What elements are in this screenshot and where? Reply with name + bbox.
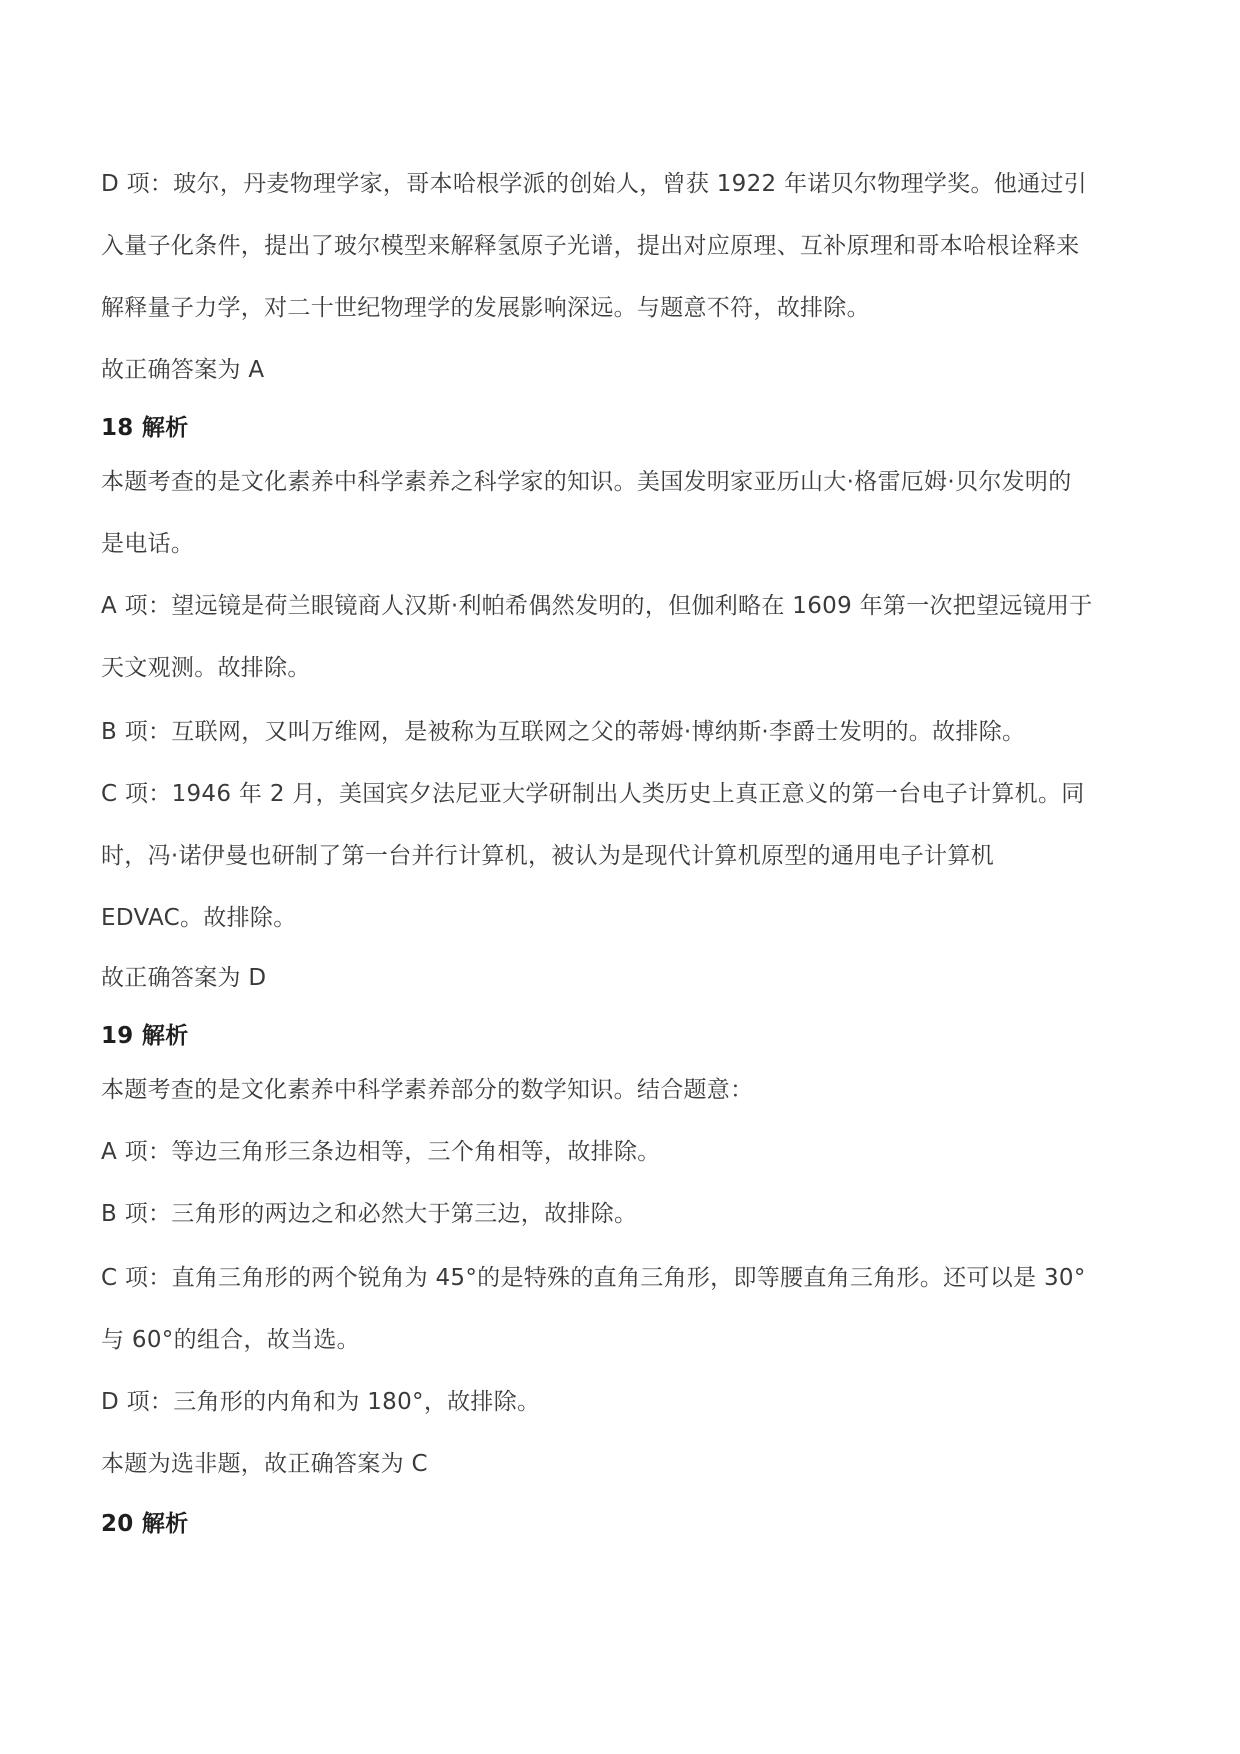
- text-line-19-a: A 项：等边三角形三条边相等，三个角相等，故排除。: [101, 1139, 661, 1165]
- text-line-18-intro-1: 本题考查的是文化素养中科学素养之科学家的知识。美国发明家亚历山大·格雷厄姆·贝尔发明的: [101, 469, 1072, 495]
- section-heading-20: 20 解析: [101, 1511, 189, 1537]
- text-line-19-b: B 项：三角形的两边之和必然大于第三边，故排除。: [101, 1201, 638, 1227]
- text-line-19-intro: 本题考查的是文化素养中科学素养部分的数学知识。结合题意：: [101, 1077, 754, 1103]
- answer-line-19: 本题为选非题，故正确答案为 C: [101, 1451, 428, 1477]
- text-line-19-d: D 项：三角形的内角和为 180°，故排除。: [101, 1389, 541, 1415]
- text-line-d-option-bohr-3: 解释量子力学，对二十世纪物理学的发展影响深远。与题意不符，故排除。: [101, 295, 870, 321]
- text-line-18-c-3: EDVAC。故排除。: [101, 905, 297, 931]
- text-line-d-option-bohr-1: D 项：玻尔，丹麦物理学家，哥本哈根学派的创始人，曾获 1922 年诺贝尔物理学奖。他通过引: [101, 171, 1087, 197]
- text-line-18-intro-2: 是电话。: [101, 531, 195, 557]
- text-line-18-b: B 项：互联网，又叫万维网，是被称为互联网之父的蒂姆·博纳斯·李爵士发明的。故排除。: [101, 719, 1026, 745]
- answer-line-18: 故正确答案为 D: [101, 965, 267, 991]
- text-line-18-c-1: C 项：1946 年 2 月，美国宾夕法尼亚大学研制出人类历史上真正意义的第一台电子计算机。同: [101, 781, 1085, 807]
- text-line-19-c-2: 与 60°的组合，故当选。: [101, 1327, 360, 1353]
- text-line-d-option-bohr-2: 入量子化条件，提出了玻尔模型来解释氢原子光谱，提出对应原理、互补原理和哥本哈根诠释来: [101, 233, 1080, 259]
- section-heading-18: 18 解析: [101, 415, 189, 441]
- answer-line-17: 故正确答案为 A: [101, 357, 265, 383]
- text-line-19-c-1: C 项：直角三角形的两个锐角为 45°的是特殊的直角三角形，即等腰直角三角形。还可以是 30°: [101, 1265, 1086, 1291]
- section-heading-19: 19 解析: [101, 1023, 189, 1049]
- text-line-18-a-1: A 项：望远镜是荷兰眼镜商人汉斯·利帕希偶然发明的，但伽利略在 1609 年第一次把望远镜用于: [101, 593, 1093, 619]
- text-line-18-c-2: 时，冯·诺伊曼也研制了第一台并行计算机，被认为是现代计算机原型的通用电子计算机: [101, 843, 995, 869]
- text-line-18-a-2: 天文观测。故排除。: [101, 655, 311, 681]
